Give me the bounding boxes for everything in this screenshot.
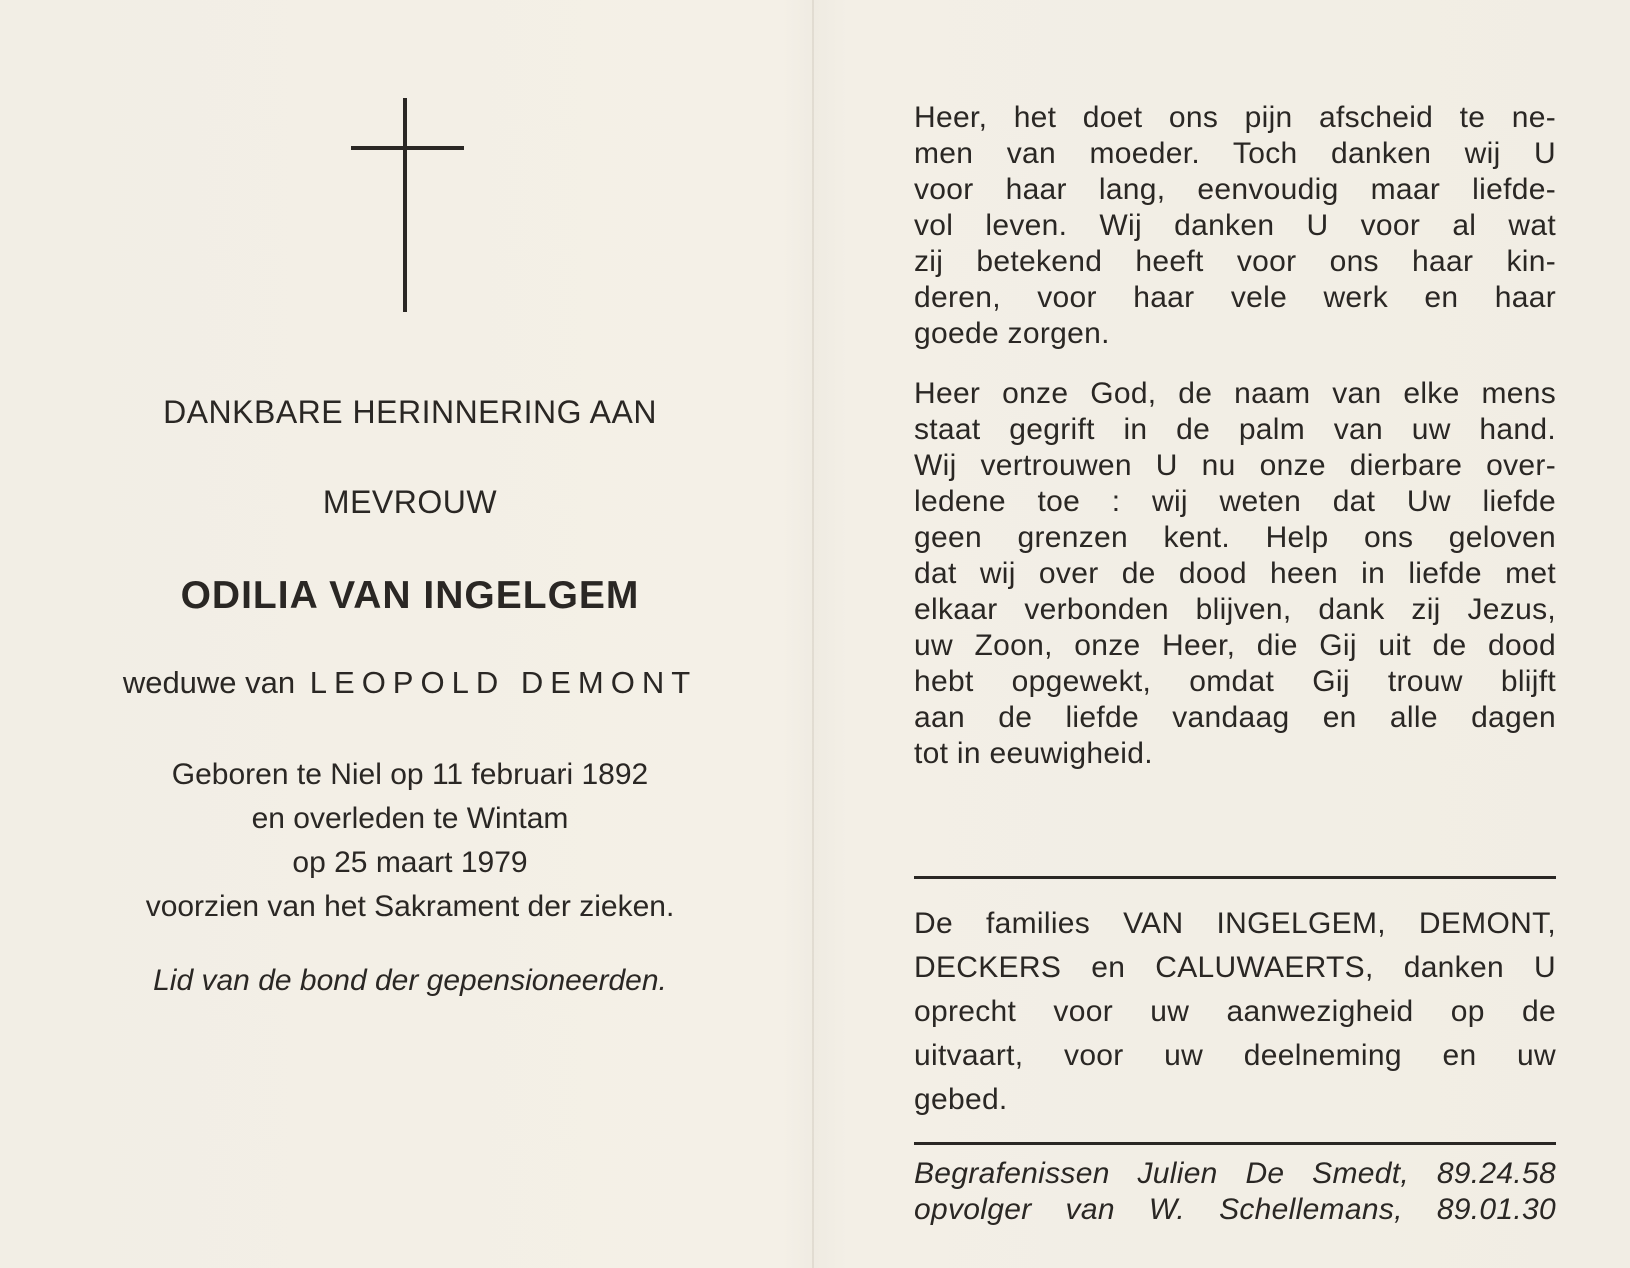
family-thanks bbox=[914, 902, 1556, 1122]
prayer-line: tot in eeuwigheid. bbox=[914, 737, 1153, 770]
widow-line bbox=[60, 665, 760, 701]
prayer-line: zij betekend heeft voor ons haar kin- bbox=[914, 245, 1556, 278]
birth-death-block bbox=[60, 753, 760, 929]
prayer-line: staat gegrift in de palm van uw hand. bbox=[914, 413, 1556, 446]
right-panel bbox=[914, 0, 1556, 1268]
honorific: MEVROUW bbox=[322, 484, 498, 520]
prayer-line: ledene toe : wij weten dat Uw liefde bbox=[914, 485, 1556, 518]
prayer-paragraph-2 bbox=[914, 376, 1556, 772]
prayer-line: deren, voor haar vele werk en haar bbox=[914, 281, 1556, 314]
prayer-line: Wij vertrouwen U nu onze dierbare over- bbox=[914, 449, 1556, 482]
prayer-line: Heer onze God, de naam van elke mens bbox=[914, 377, 1556, 410]
prayer-line: vol leven. Wij danken U voor al wat bbox=[914, 209, 1556, 242]
cross-horizontal-bar bbox=[351, 146, 464, 150]
prayer-line: voor haar lang, eenvoudig maar liefde- bbox=[914, 173, 1556, 206]
thanks-line: De families VAN INGELGEM, DEMONT, bbox=[914, 907, 1556, 940]
prayer-line: Heer, het doet ons pijn afscheid te ne- bbox=[914, 101, 1556, 134]
cross-vertical-bar bbox=[403, 98, 407, 312]
prayer-line: hebt opgewekt, omdat Gij trouw blijft bbox=[914, 665, 1556, 698]
spouse-name: LEOPOLD DEMONT bbox=[309, 665, 698, 700]
prayer-line: elkaar verbonden blijven, dank zij Jezus, bbox=[914, 593, 1556, 626]
birth-line: Geboren te Niel op 11 februari 1892 bbox=[171, 758, 649, 791]
prayer-line: geen grenzen kent. Help ons geloven bbox=[914, 521, 1556, 554]
membership-line: Lid van de bond der gepensioneerden. bbox=[153, 964, 667, 997]
prayer-paragraph-1 bbox=[914, 100, 1556, 352]
thanks-line: DECKERS en CALUWAERTS, danken U bbox=[914, 951, 1556, 984]
prayer-line: goede zorgen. bbox=[914, 317, 1110, 350]
death-date-line: op 25 maart 1979 bbox=[292, 846, 528, 879]
funeral-director-line: Begrafenissen Julien De Smedt, 89.24.58 bbox=[914, 1157, 1556, 1190]
widow-prefix: weduwe van bbox=[122, 665, 296, 700]
cross-icon bbox=[60, 0, 760, 320]
death-place-line: en overleden te Wintam bbox=[251, 802, 569, 835]
left-panel bbox=[60, 0, 760, 1268]
deceased-name: ODILIA VAN INGELGEM bbox=[180, 574, 640, 617]
funeral-director-line: opvolger van W. Schellemans, 89.01.30 bbox=[914, 1193, 1556, 1226]
funeral-director bbox=[914, 1156, 1556, 1228]
card-fold bbox=[812, 0, 814, 1268]
prayer-line: aan de liefde vandaag en alle dagen bbox=[914, 701, 1556, 734]
thanks-line: oprecht voor uw aanwezigheid op de bbox=[914, 995, 1556, 1028]
divider-line bbox=[914, 876, 1556, 879]
thanks-line: gebed. bbox=[914, 1083, 1008, 1116]
thanks-line: uitvaart, voor uw deelneming en uw bbox=[914, 1039, 1556, 1072]
prayer-line: dat wij over de dood heen in liefde met bbox=[914, 557, 1556, 590]
prayer-line: men van moeder. Toch danken wij U bbox=[914, 137, 1556, 170]
sacrament-line: voorzien van het Sakrament der zieken. bbox=[145, 890, 675, 923]
prayer-line: uw Zoon, onze Heer, die Gij uit de dood bbox=[914, 629, 1556, 662]
remembrance-heading: DANKBARE HERINNERING AAN bbox=[163, 394, 657, 430]
divider-line bbox=[914, 1142, 1556, 1145]
